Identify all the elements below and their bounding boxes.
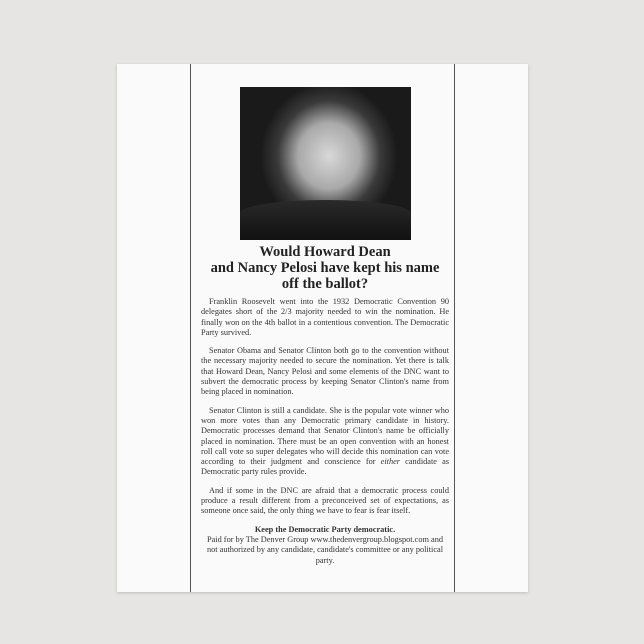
paragraph: Franklin Roosevelt went into the 1932 Democratic Convention 90 delegates short of the 2/3 majority needed to win the nomination. He finally won on the 4th ballot in a contentious convention. The Democratic Party survived.	[201, 297, 449, 337]
headline-line: Would Howard Dean	[259, 244, 391, 260]
paragraph	[201, 406, 449, 478]
disclaimer: Paid for by The Denver Group www.thedenvergroup.blogspot.com and not authorized by any candidate, candidate's committee or any political party.	[206, 534, 444, 565]
paragraph: And if some in the DNC are afraid that a democratic process could produce a result different from a preconceived set of expectations, as someone once said, the only thing we have to fear is fear itself.	[201, 485, 449, 516]
paragraph-text: Senator Clinton is still a candidate. She is the popular vote winner who won more votes than any Democratic primary candidate in history. Democratic processes demand that Senator Clinton's name be officially placed in nomination. There must be an open convention with an honest roll call vote so super delegates who will decide this nomination can vote according to their judgment and conscience for	[201, 405, 449, 467]
headline-line: off the ballot?	[281, 276, 369, 292]
paragraph: Senator Obama and Senator Clinton both go to the convention without the necessary majority needed to secure the nomination. Yet there is talk that Howard Dean, Nancy Pelosi and some elements of the DNC want to subvert the democratic process by keeping Senator Clinton's name from being placed in nomination.	[201, 346, 449, 397]
left-border-line	[190, 64, 191, 592]
headline	[201, 244, 449, 292]
headline-line: and Nancy Pelosi have kept his name	[210, 260, 440, 276]
paragraph-text: candidate as Democratic party rules provide.	[201, 457, 449, 477]
right-border-line	[454, 64, 455, 592]
slogan: Keep the Democratic Party democratic.	[254, 524, 396, 534]
postcard	[117, 64, 528, 592]
article	[201, 244, 449, 566]
portrait-photo	[240, 87, 411, 240]
emphasis: either	[380, 457, 401, 467]
footer	[201, 525, 449, 566]
